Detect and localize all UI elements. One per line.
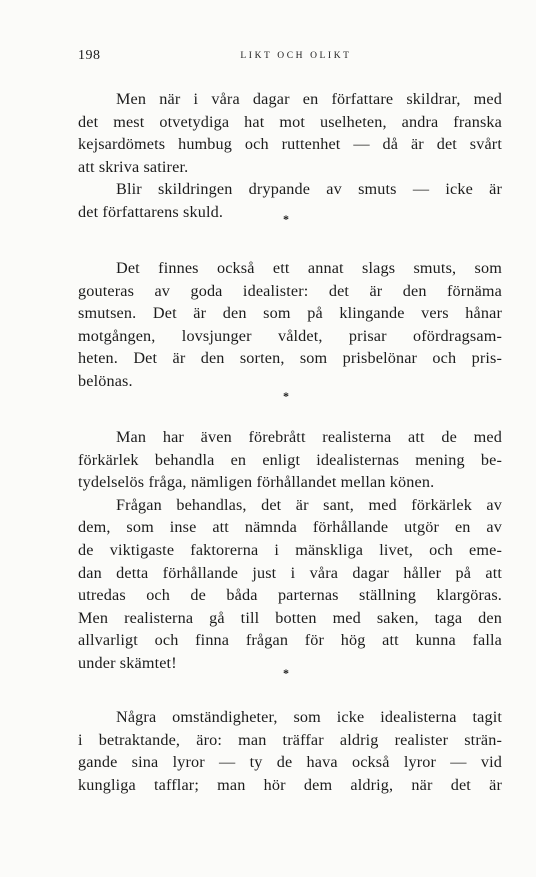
section-4 — [78, 706, 502, 796]
paragraph — [78, 494, 502, 675]
section-2 — [78, 257, 502, 393]
text-line: det författarens skuld. — [78, 202, 224, 221]
text-line: i betraktande, äro: man träffar aldrig realister strän- — [78, 730, 502, 749]
text-line: Frågan behandlas, det är sant, med förkärlek av — [116, 495, 502, 514]
text-line: kejsardömets humbug och ruttenhet — då är det svårt — [78, 135, 502, 154]
section-1 — [78, 88, 502, 224]
text-line: Några omständigheter, som icke idealisterna tagit — [116, 708, 502, 726]
paragraph — [78, 257, 502, 393]
text-line: dem, som inse att nämnda förhållande utgör en av — [78, 518, 502, 537]
text-line: Det finnes också ett annat slags smuts, som — [116, 259, 502, 277]
text-line: de viktigaste faktorerna i mänskliga livet, och eme- — [78, 540, 502, 559]
text-line: Men när i våra dagar en författare skildrar, med — [116, 90, 502, 108]
section-separator: * — [283, 389, 289, 403]
section-separator: * — [283, 666, 289, 680]
text-line: utredas och de båda parternas ställning klargöras. — [78, 586, 502, 605]
text-line: dan detta förhållande just i våra dagar håller på att — [78, 563, 502, 582]
text-line: det mest otvetydiga hat mot uselheten, andra franska — [78, 112, 502, 131]
paragraph — [78, 178, 502, 226]
section-separator: * — [283, 212, 289, 226]
text-line: under skämtet! — [78, 653, 177, 672]
paragraph — [78, 88, 502, 178]
text-line: motgången, lovsjunger våldet, prisar ofördragsam- — [78, 326, 502, 345]
page-header — [78, 48, 500, 70]
page-number: 198 — [78, 48, 101, 63]
section-3 — [78, 426, 502, 675]
text-line: gouteras av goda idealister: det är den förnäma — [78, 281, 502, 300]
running-head: LIKT OCH OLIKT — [240, 51, 352, 61]
text-line: Men realisterna gå till botten med saken, taga den — [78, 608, 502, 627]
paragraph — [78, 426, 502, 494]
text-line: smutsen. Det är den som på klingande vers hånar — [78, 304, 502, 323]
paragraph — [78, 706, 502, 796]
text-line: allvarligt och finna frågan för hög att kunna falla — [78, 631, 502, 650]
text-line: förkärlek behandla en enligt idealisternas mening be- — [78, 450, 502, 469]
text-line: belönas. — [78, 371, 133, 390]
text-line: heten. Det är den sorten, som prisbelönar och pris- — [78, 349, 502, 368]
text-line: kungliga tafflar; man hör dem aldrig, när det är — [78, 775, 502, 794]
text-line: Man har även förebrått realisterna att de med — [116, 428, 502, 446]
text-line: tydelselös fråga, nämligen förhållandet mellan könen. — [78, 473, 435, 492]
text-line: att skriva satirer. — [78, 157, 189, 176]
text-line: gande sina lyror — ty de hava också lyror — vid — [78, 753, 502, 772]
text-line: Blir skildringen drypande av smuts — icke är — [116, 180, 502, 199]
